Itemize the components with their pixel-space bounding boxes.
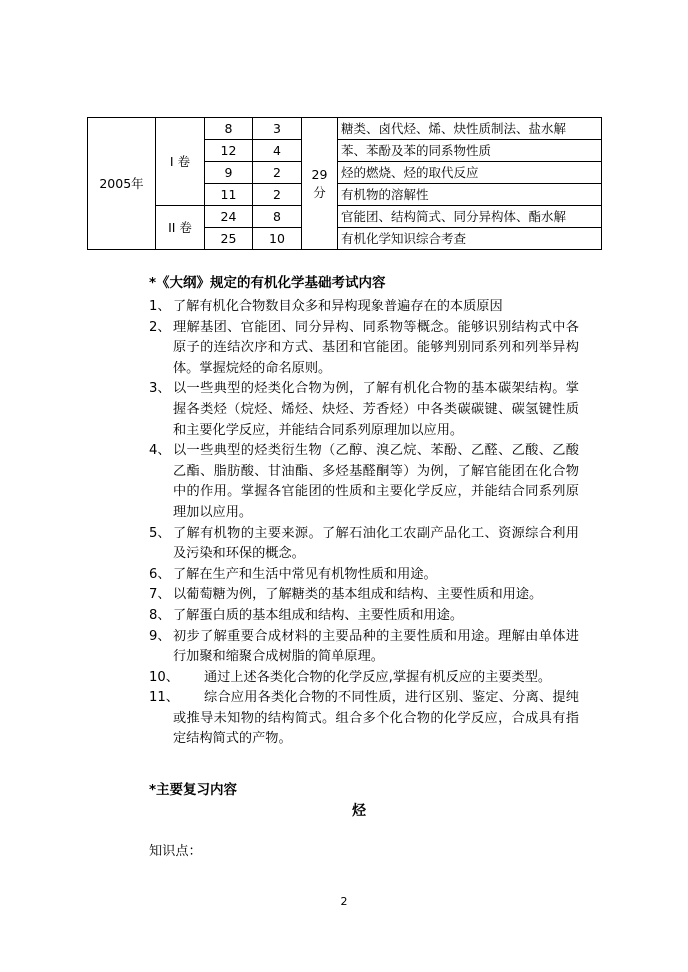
list-item	[149, 524, 579, 565]
volume-1-cell: I 卷	[156, 118, 205, 206]
page-number: 2	[340, 895, 348, 908]
list-item	[149, 585, 579, 606]
list-item	[149, 297, 579, 318]
question-score: 2	[253, 162, 302, 184]
outline-heading: *《大纲》规定的有机化学基础考试内容	[149, 275, 386, 291]
item-text: 了解有机物的主要来源。了解石油化工农副产品化工、资源综合利用及污染和环保的概念。	[173, 525, 579, 562]
question-topic: 有机化学知识综合考查	[338, 228, 602, 250]
volume-2-cell: II 卷	[156, 206, 205, 250]
list-item	[149, 379, 579, 441]
knowledge-label: 知识点：	[149, 844, 202, 859]
question-number: 11	[205, 184, 253, 206]
item-text: 以一些典型的烃类衍生物（乙醇、溴乙烷、苯酚、乙醛、乙酸、乙酸乙酯、脂肪酸、甘油酯、多烃基醛酮等）为例，了解官能团在化合物中的作用。掌握各官能团的性质和主要化学反应，并能结合同系列原理加以应用。	[173, 443, 579, 520]
section-title: 烃	[352, 803, 366, 819]
item-number: 3、	[149, 381, 171, 397]
item-number: 10、	[149, 669, 179, 685]
item-number: 4、	[149, 443, 171, 459]
question-number: 24	[205, 206, 253, 228]
item-text: 了解在生产和生活中常见有机物性质和用途。	[173, 566, 437, 582]
total-score-cell	[302, 118, 338, 250]
item-number: 7、	[149, 587, 171, 603]
item-text: 以一些典型的烃类化合物为例，了解有机化合物的基本碳架结构。掌握各类烃（烷烃、烯烃、炔烃、芳香烃）中各类碳碳键、碳氢键性质和主要化学反应，并能结合同系列原理加以应用。	[173, 381, 579, 438]
item-text: 通过上述各类化合物的化学反应,掌握有机反应的主要类型。	[204, 669, 552, 685]
item-text: 综合应用各类化合物的不同性质，进行区别、鉴定、分离、提纯或推导未知物的结构简式。组合多个化合物的化学反应，合成具有指定结构简式的产物。	[173, 690, 579, 747]
question-number: 25	[205, 228, 253, 250]
question-number: 8	[205, 118, 253, 140]
question-topic: 官能团、结构简式、同分异构体、酯水解	[338, 206, 602, 228]
question-score: 2	[253, 184, 302, 206]
question-number: 9	[205, 162, 253, 184]
list-item	[149, 606, 579, 627]
item-number: 2、	[149, 319, 171, 335]
list-item	[149, 318, 579, 380]
question-topic: 糖类、卤代烃、烯、炔性质制法、盐水解	[338, 118, 602, 140]
item-number: 9、	[149, 628, 171, 644]
item-text: 了解蛋白质的基本组成和结构、主要性质和用途。	[173, 607, 464, 623]
item-text: 以葡萄糖为例，了解糖类的基本组成和结构、主要性质和用途。	[173, 587, 543, 603]
list-item	[149, 627, 579, 668]
item-number: 11、	[149, 690, 179, 706]
question-score: 3	[253, 118, 302, 140]
outline-list	[149, 297, 579, 750]
exam-score-table	[87, 117, 602, 250]
total-score-unit: 分	[313, 184, 326, 200]
item-number: 8、	[149, 607, 171, 623]
item-text: 了解有机化合物数目众多和异构现象普遍存在的本质原因	[173, 299, 503, 314]
question-score: 8	[253, 206, 302, 228]
list-item	[149, 441, 579, 523]
list-item	[149, 565, 579, 586]
question-score: 4	[253, 140, 302, 162]
item-text: 初步了解重要合成材料的主要品种的主要性质和用途。理解由单体进行加聚和缩聚合成树脂的简单原理。	[173, 628, 579, 665]
item-number: 5、	[149, 525, 171, 541]
item-number: 1、	[149, 299, 171, 314]
year-cell: 2005年	[88, 118, 156, 250]
question-topic: 有机物的溶解性	[338, 184, 602, 206]
question-topic: 烃的燃烧、烃的取代反应	[338, 162, 602, 184]
review-heading: *主要复习内容	[149, 782, 238, 798]
question-number: 12	[205, 140, 253, 162]
total-score-value: 29	[311, 166, 328, 182]
item-text: 理解基团、官能团、同分异构、同系物等概念。能够识别结构式中各原子的连结次序和方式、基团和官能团。能够判别同系列和列举异构体。掌握烷烃的命名原则。	[173, 319, 579, 376]
list-item	[149, 688, 579, 750]
question-topic: 苯、苯酚及苯的同系物性质	[338, 140, 602, 162]
list-item	[149, 668, 579, 689]
item-number: 6、	[149, 566, 171, 582]
question-score: 10	[253, 228, 302, 250]
